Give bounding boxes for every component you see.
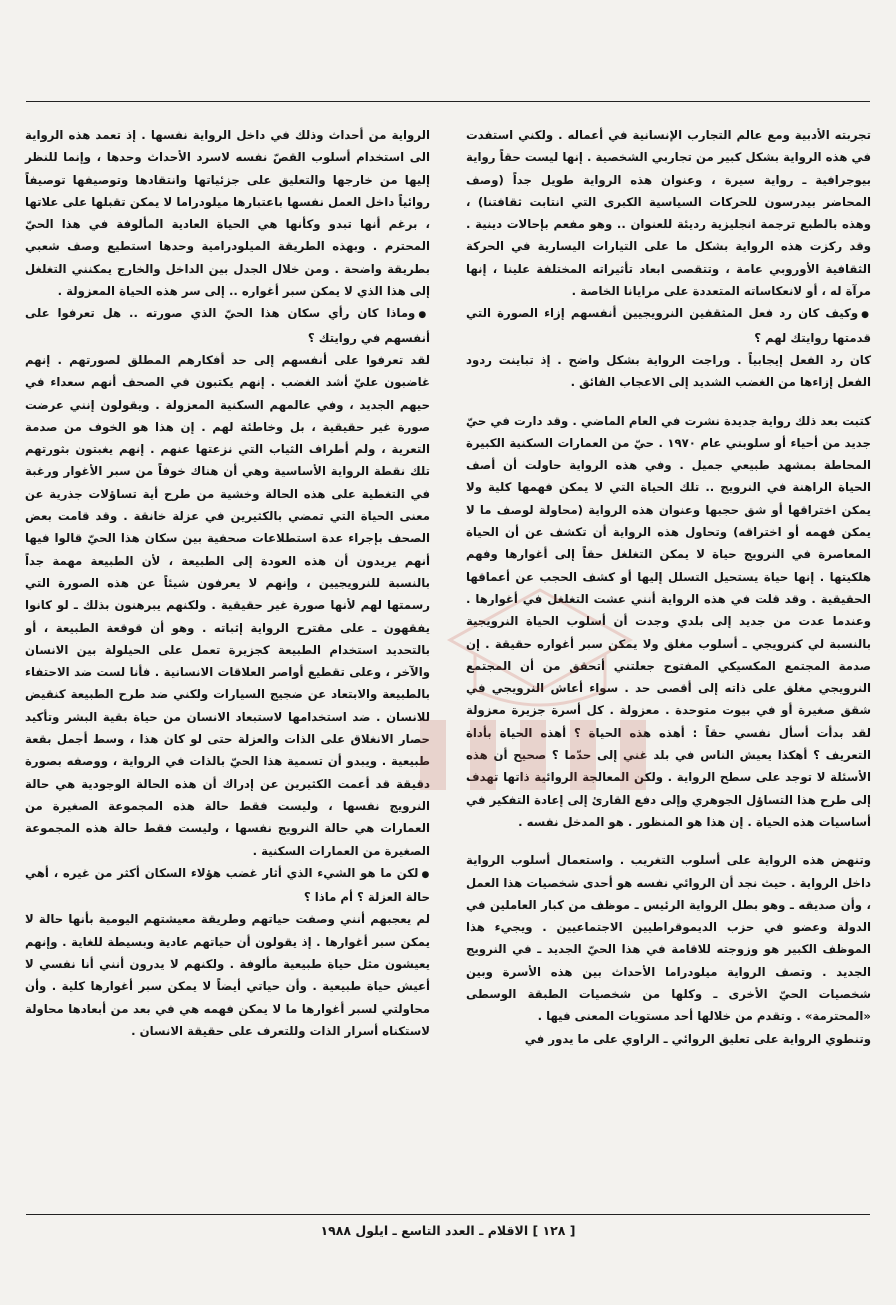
left-question-1: ●وماذا كان رأي سكان هذا الحيّ الذي صورته .. هل تعرفوا على أنفسهم في روايتك ؟	[25, 306, 430, 345]
left-paragraph-2: لقد تعرفوا على أنفسهم إلى حد أفكارهم المطلق لصورتهم . إنهم غاضبون عليّ أشد الغضب . إنهم يكتبون في الصحف أنهم سعداء في حيهم الجديد ، وفي عالمهم السكنية المعزولة . ويقولون إنني عرضت صورة غير حقيقية ، بل وخاطئة لهم . إن هذا هو الخوف من صدمة التعرية ، ولم أطراف الثياب التي نزعتها عنهم . إنهم يغبتون بثورتهم تلك نقطة الرواية الأساسية وهي أن هناك خوفاً من سبر الأغوار ورغبة في التغطية على هذه الحالة وخشية من طرح أية تساؤلات جذرية عن معنى الحياة التي تمضي بالكثيرين في عزلة خانقة . وقد قامت بعض الصحف بإجراء عدة استطلاعات صحفية بين سكان هذا الحيّ قالوا فيها أنهم يريدون أن هذه العودة إلى الطبيعة ، لأن الطبيعة مهمة جداً بالنسبة للنرويجيين ، وإنهم لا يعرفون شيئاً عن هذه الصورة التي رسمتها لهم لأنها صورة غير حقيقية . ولكنهم يبرهنون بذلك ـ لو كانوا يفقهون ـ على مقترح الرواية إثباته . وهو أن قوقعة الطبيعة ، أو بالتحديد استخدام الطبيعة كجزيرة تعمل على الحيلولة بين الانسان والآخر ، وعلى تقطيع أواصر العلاقات الانسانية . فأنا لست ضد الاحتفاء بالطبيعة والابتعاد عن ضجيج السيارات ولكني ضد طرح الطبيعة كنقيض للانسان . ضد استخدامها لاستبعاد الانسان من حياة بقية البشر وتأكيد حصار الانغلاق على الذات والعزلة حتى لو كان هذا ، وسط أجمل بقعة طبيعية . ويبدو أن تسمية هذا الحيّ بالذات في الرواية ، ووصفه بصورة دقيقة قد أعمت الكثيرين عن إدراك أن هذه الحالة الوجودية هي حالة النرويج نفسها ، وليست فقط حالة هذه المجموعة الصغيرة من العمارات هي حالة النرويج نفسها ، وليست فقط حالة هذه المجموعة الصغيرة من العمارات السكنية .	[25, 352, 430, 858]
right-paragraph-2: كان رد الفعل إيجابياً . وراجت الرواية بشكل واضح . إذ تباينت ردود الفعل إزاءها من الغضب الشديد إلى الاعجاب الفائق .	[466, 352, 871, 390]
right-question-1: ●وكيف كان رد فعل المثقفين النرويجيين أنفسهم إزاء الصورة التي قدمتها روايتك لهم ؟	[466, 306, 871, 345]
left-paragraph-1: الرواية من أحداث وذلك في داخل الرواية نفسها . إذ تعمد هذه الرواية الى استخدام أسلوب القصّ نفسه لاسرد الأحداث وحدها ، وإنما للنظر إليها من خارجها والتعليق على جزئياتها وانتقادها وتوصيفها توصيفاً روائياً داخل العمل نفسها باعتبارها ميلودراما لا يمكن تقبلها على علاتها ، برغم أنها تبدو وكأنها هي الحياة العادية المألوفة في هذا الحيّ المحترم . وبهذه الطريقة الميلودرامية وحدها استطيع وصف شعبي بطريقة واضحة . ومن خلال الجدل بين الداخل والخارج يمكنني التغلغل إلى هذا الذي لا يمكن سبر أغواره .. إلى سر هذه الحياة المعزولة .	[25, 128, 430, 299]
right-column	[466, 124, 871, 1050]
bottom-rule	[26, 1214, 870, 1215]
top-rule	[26, 101, 870, 102]
bullet-icon: ●	[861, 310, 871, 321]
page-footer: [ ١٢٨ ] الاقلام ـ العدد التاسع ـ ايلول ١٩٨٨	[320, 1223, 576, 1238]
bullet-icon: ●	[421, 869, 430, 880]
left-question-2: ●لكن ما هو الشيء الذي أثار غضب هؤلاء السكان أكثر من غيره ، أهي حالة العزلة ؟ أم ماذا ؟	[25, 865, 430, 905]
left-paragraph-3: لم يعجبهم أنني وصفت حياتهم وطريقة معيشتهم اليومية بأنها حالة لا يمكن سبر أغوارها . إذ يقولون أن حياتهم عادية وبسيطة للغاية . وإنهم يعيشون مثل حياة طبيعية مألوفة . ولكنهم لا يدرون أنني أنا نفسي لا أعيش حياة طبيعية . وأن حياتي أيضاً لا يمكن سبر أغوارها كلية . وأن محاولتي لسبر أغوارها ما لا يمكن فهمه هي في بعد من أبعادها محاولة لاستكناه أسرار الذات وللتعرف على حقيقة الانسان .	[25, 912, 430, 1038]
bullet-icon: ●	[418, 310, 430, 321]
left-column	[25, 124, 430, 1042]
right-paragraph-4: وتنهض هذه الرواية على أسلوب التغريب . واستعمال أسلوب الرواية داخل الرواية . حيث نجد أن الروائي نفسه هو أحدى شخصيات هذا العمل ، وأن صديقه ـ وهو بطل الرواية الرئيس ـ موظف من كبار العاملين في الدولة وعضو في حزب الديموقراطيين الاجتماعيين . ويجيء هذا الموظف الكبير هو وزوجته للاقامة في هذا الحيّ الجديد ـ في النرويج الجديد . وتصف الرواية ميلودراما الأحداث بين هذه الأسرة وبين شخصيات الحيّ الأخرى ـ وكلها من شخصيات الطبقة الوسطى «المحترمة» . وتقدم من خلالها أحد مستويات المعنى فيها .	[466, 853, 871, 1024]
right-paragraph-3: كتبت بعد ذلك رواية جديدة نشرت في العام الماضي . وقد دارت في حيّ جديد من أحياء أو سلوبني عام ١٩٧٠ . حيّ من العمارات السكنية الكبيرة المحاطة بمشهد طبيعي جميل . وفي هذه الرواية حاولت أن أصف الحياة الراهنة في النرويج .. تلك الحياة التي لا يمكن فهمها كلية ولا يمكن اختراقها أو شق حجبها وعنوان هذه الرواية (محاولة لوصف ما لا يمكن فهمه أو اختراقه) وتحاول هذه الرواية أن تكشف عن أن الحياة المعاصرة في النرويج حياة لا يمكن التغلغل حقاً إلى أغوارها وفهم هلكيتها . إنها حياة يستحيل التسلل إليها أو كشف الحجب عن أعماقها الحقيقية . وقد قلت في هذه الرواية أنني عشت التغلغل في أغوارها . وعندما عدت من جديد إلى بلدي وجدت أن أسلوب الحياة النرويجية بالنسبة لي كنرويجي ـ أسلوب مغلق ولا يمكن سبر أغواره حقيقة . إن صدمة المجتمع المكسيكي المفتوح جعلتني أتحقق من أن المجتمع النرويجي مغلق على ذاته إلى أقصى حد . سواء أعاش النرويجي في شقق صغيرة أو في بيوت متوحدة . معزولة . كل أسرة جزيرة معزولة لقد بدأت أسأل نفسي حقاً : أهذه هذه الحياة ؟ أهذه الحياة بأداة التعريف ؟ أهكذا يعيش الناس في بلد غني إلى حدّما ؟ صحيح أن هذه الأسئلة لا توجد على سطح الرواية . ولكن المعالجة الروائية ذاتها تهدف إلى طرح هذا التساؤل الجوهري وإلى دفع القارئ إلى إعادة التفكير في أساسيات هذه الحياة . إن هذا هو المنظور . هو المدخل نفسه .	[466, 413, 871, 829]
right-paragraph-1: تجربته الأدبية ومع عالم التجارب الإنسانية في أعماله . ولكني استفدت في هذه الرواية بشكل كبير من تجاربي الشخصية . إنها ليست حقاً رواية بيوجرافية ـ رواية سيرة ، وعنوان هذه الرواية طويل جداً (وصف المحاضر بيدرسون للحركات السياسية الكبرى التي انتابت ثقافتنا) ، وهذه بالطبع ترجمة انجليزية رديئة للعنوان .. وهو مفعم بإحالات دينية . وقد ركزت هذه الرواية بشكل ما على التيارات اليسارية في الحركة الثقافية الأوروبي عامة ، وتتقصى ابعاد تأثيراته المختلفة علينا ، إنها مرآة له ، أو لانعكاساته المتعددة على مرايانا الخاصة .	[466, 128, 871, 299]
right-paragraph-5: وتنطوي الرواية على تعليق الروائي ـ الراوي على ما يدور في	[524, 1031, 871, 1046]
